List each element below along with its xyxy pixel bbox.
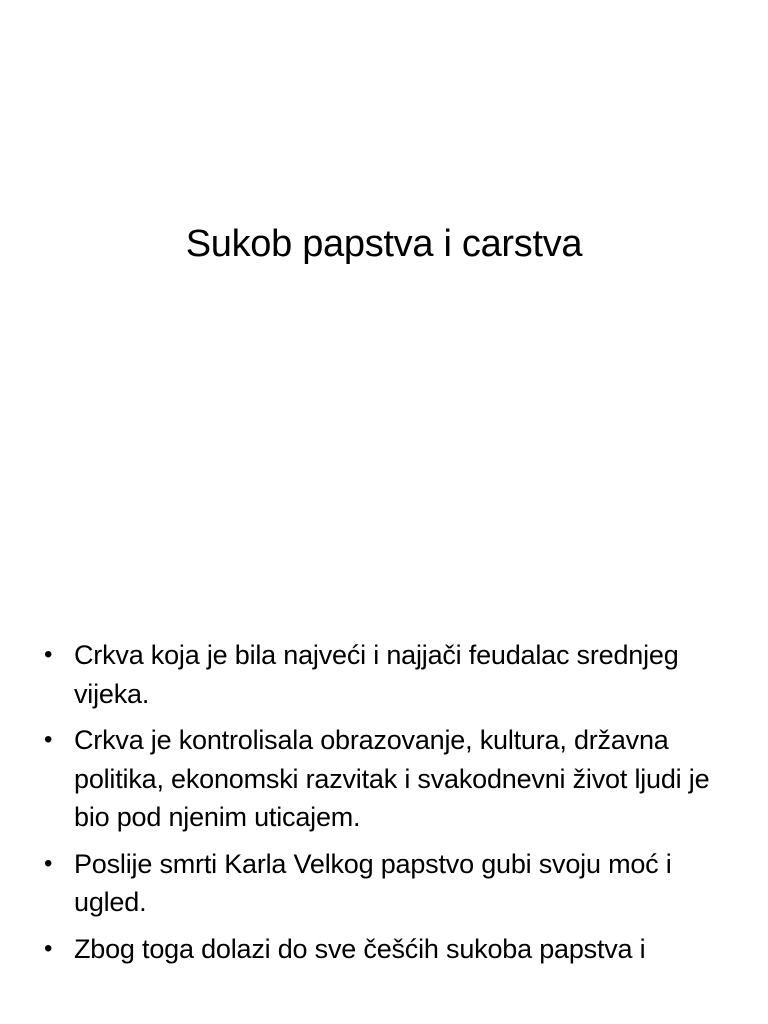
bullet-text: Crkva koja je bila najveći i najjači feudalac srednjeg vijeka.: [74, 640, 679, 709]
page-title: Sukob papstva i carstva: [185, 223, 583, 265]
bullet-item: [44, 721, 724, 837]
bullet-text: Zbog toga dolazi do sve češćih sukoba papstva i: [74, 933, 646, 964]
bullet-item: [44, 845, 724, 922]
bullet-item: [44, 930, 724, 969]
bullet-marker: •: [44, 726, 53, 753]
bullet-text: Poslije smrti Karla Velkog papstvo gubi svoju moć i ugled.: [74, 848, 672, 917]
title-area: [0, 214, 768, 274]
bullet-item: [44, 636, 724, 713]
bullet-marker: •: [44, 849, 53, 877]
bullet-text: Crkva je kontrolisala obrazovanje, kultura, državna politika, ekonomski razvitak i svakodnevni život ljudi je bio pod njenim uticajem.: [74, 725, 710, 832]
bullet-list: [44, 636, 724, 976]
bullet-marker: •: [44, 934, 53, 962]
bullet-marker: •: [44, 641, 53, 668]
